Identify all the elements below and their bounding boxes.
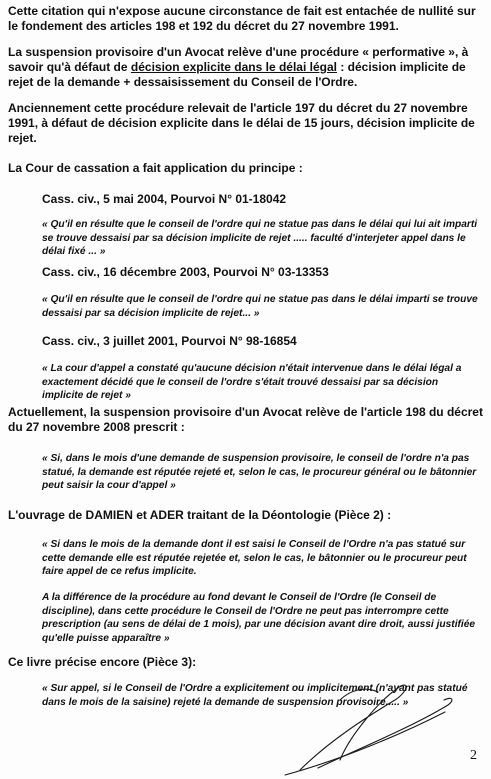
- paragraph-anciennement: Anciennement cette procédure relevait de l'article 197 du décret du 27 novembre 1991, à défaut de décision explicite dans le délai de 15 jours, décision implicite de rejet.: [8, 101, 475, 145]
- quote-damien-ader: « Si dans le mois de la demande dont il est saisi le Conseil de l'Ordre n'a pas statué sur cette demande elle est réputée rejetée et, selon le cas, le bâtonnier ou le procureur peut faire appel de ce refus implicite.: [42, 539, 467, 577]
- paragraph-actuellement: Actuellement, la suspension provisoire d'un Avocat relève de l'article 198 du décret du 27 novembre 2008 prescrit :: [8, 405, 483, 434]
- paragraph-suspension-performative: [8, 45, 484, 90]
- citation-heading-2004: Cass. civ., 5 mai 2004, Pourvoi N° 01-18042: [42, 192, 287, 206]
- citation-heading-2003: Cass. civ., 16 décembre 2003, Pourvoi N° 03-13353: [42, 265, 329, 279]
- paragraph-suspension-end: : décision implicite de rejet de la demande + dessaisissement du Conseil de l'Ordre.: [8, 60, 466, 89]
- paragraph-nullite: Cette citation qui n'expose aucune circonstance de fait est entachée de nullité sur le fondement des articles 198 et 192 du décret du 27 novembre 1991.: [8, 4, 476, 33]
- quote-2001: « La cour d'appel a constaté qu'aucune décision n'était intervenue dans le délai légal a exactement décidé que le conseil de l'ordre s'était trouvé dessaisi par sa décision implicite de rejet »: [42, 363, 462, 401]
- paragraph-livre-precise: Ce livre précise encore (Pièce 3):: [8, 655, 197, 669]
- underlined-phrase: décision explicite dans le délai légal: [130, 60, 337, 74]
- paragraph-suspension-start: La suspension provisoire d'un Avocat relève d'une procédure « performative », à savoir qu'à défaut de: [8, 45, 469, 74]
- paragraph-cour-cassation: La Cour de cassation a fait application du principe :: [8, 161, 303, 175]
- page-number: 2: [470, 748, 477, 763]
- quote-2003: « Qu'il en résulte que le conseil de l'ordre qui ne statue pas dans le délai imparti se trouve dessaisi par sa décision implicite de rejet... »: [42, 294, 478, 319]
- citation-heading-2001: Cass. civ., 3 juillet 2001, Pourvoi N° 98-16854: [42, 334, 297, 348]
- quote-livre: « Sur appel, si le Conseil de l'Ordre a explicitement ou implicitement (n'ayant pas statué dans le mois de la saisine) rejeté la demande de suspension provisoire..... »: [42, 683, 468, 708]
- quote-damien-ader-continued: A la différence de la procédure au fond devant le Conseil de l'Ordre (le Conseil de discipline), dans cette procédure le Conseil de l'Ordre ne peut pas interrompre cette prescription (au sens de délai de 1 mois), par une décision avant dire droit, aussi justifiée qu'elle puisse apparaître »: [42, 592, 476, 644]
- quote-article-198: « Si, dans le mois d'une demande de suspension provisoire, le conseil de l'ordre n'a pas statué, la demande est réputée rejeté et, selon le cas, le procureur général ou le bâtonnier peut saisir la cour d'appel »: [42, 453, 477, 491]
- quote-2004: « Qu'il en résulte que le conseil de l'ordre qui ne statue pas dans le délai qui lui ait imparti se trouve dessaisi par sa décision implicite de rejet ..... faculté d'interjeter appel dans le délai fixé ... »: [42, 219, 478, 257]
- paragraph-damien-ader: L'ouvrage de DAMIEN et ADER traitant de la Déontologie (Pièce 2) :: [8, 508, 392, 522]
